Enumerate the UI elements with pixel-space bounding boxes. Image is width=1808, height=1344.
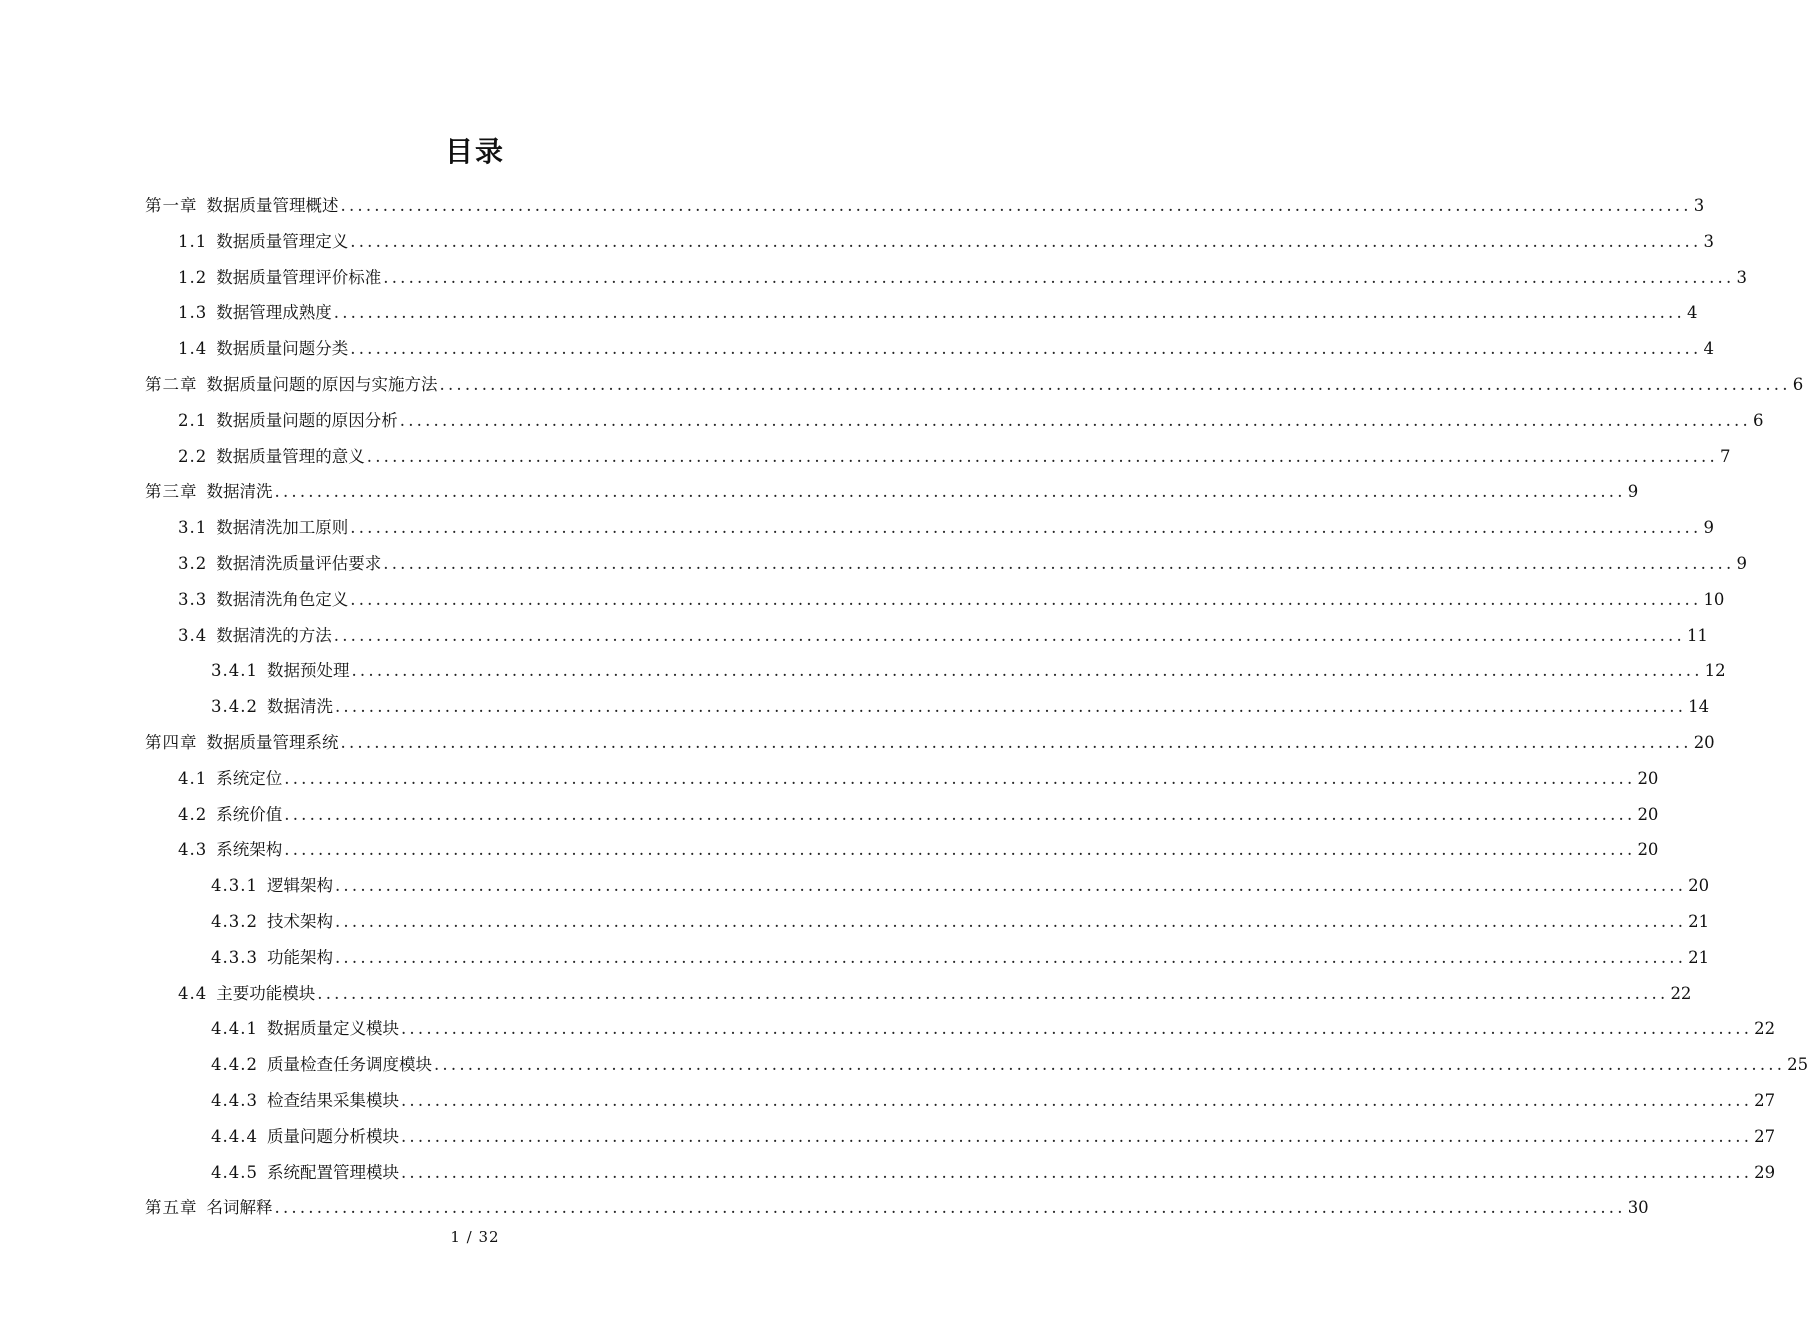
toc-entry-number: 第二章: [145, 375, 198, 394]
toc-entry[interactable]: [178, 797, 1659, 833]
toc-entry-page-number: 12: [1704, 661, 1726, 681]
toc-entry[interactable]: [211, 1011, 1776, 1047]
toc-entry-title: 质量检查任务调度模块: [266, 1055, 432, 1075]
toc-entry-number: 3.4: [178, 625, 208, 645]
toc-entry-label: [211, 689, 333, 725]
toc-entry[interactable]: [211, 1119, 1776, 1155]
dot-leader: ................................................................................................................................................................: [366, 446, 1718, 466]
dot-leader: ................................................................................................................................................................: [350, 518, 1702, 538]
toc-entry-number: 2.2: [178, 446, 208, 466]
toc-entry-page-number: 6: [1792, 375, 1804, 394]
dot-leader: ................................................................................................................................................................: [350, 589, 1702, 609]
toc-entry[interactable]: [178, 331, 1714, 367]
toc-entry[interactable]: [178, 439, 1731, 475]
dot-leader: ................................................................................................................................................................: [334, 876, 1687, 896]
toc-entry[interactable]: [211, 904, 1710, 940]
page-title: 目录: [444, 135, 505, 168]
page-footer: [0, 1228, 950, 1246]
dot-leader: ................................................................................................................................................................: [400, 1162, 1753, 1182]
toc-entry[interactable]: [211, 1155, 1776, 1191]
toc-entry-number: 4.1: [178, 768, 208, 788]
dot-leader: ................................................................................................................................................................: [433, 1055, 1786, 1075]
toc-entry-label: [178, 832, 282, 868]
toc-entry-label: [178, 224, 348, 260]
toc-entry-title: 技术架构: [266, 912, 333, 931]
toc-entry-page-number: 3: [1736, 267, 1747, 287]
toc-entry[interactable]: [178, 260, 1747, 296]
toc-entry-number: 第三章: [145, 482, 198, 502]
dot-leader: ................................................................................................................................................................: [274, 1198, 1626, 1218]
toc-entry-label: [145, 188, 339, 224]
toc-entry-page-number: 27: [1754, 1091, 1776, 1110]
toc-entry-label: [211, 1119, 399, 1155]
toc-entry-page-number: 25: [1787, 1055, 1808, 1075]
toc-entry[interactable]: [178, 546, 1747, 582]
toc-entry-page-number: 22: [1754, 1019, 1776, 1039]
toc-entry-label: [178, 260, 381, 296]
toc-entry-number: 3.1: [178, 518, 208, 538]
dot-leader: ................................................................................................................................................................: [383, 554, 1735, 573]
toc-entry[interactable]: [178, 224, 1714, 260]
toc-entry-label: [145, 474, 273, 510]
toc-entry-title: 系统架构: [216, 840, 283, 860]
toc-entry-page-number: 11: [1686, 625, 1708, 645]
toc-entry-page-number: 21: [1688, 947, 1710, 967]
toc-entry-title: 名词解释: [206, 1198, 273, 1218]
toc-entry-title: 数据质量管理评价标准: [216, 267, 382, 287]
toc-entry-title: 系统定位: [216, 768, 283, 788]
toc-entry-page-number: 4: [1703, 339, 1714, 359]
toc-entry-label: [178, 331, 348, 367]
toc-entry-title: 数据质量定义模块: [266, 1019, 399, 1039]
toc-entry-page-number: 30: [1627, 1198, 1649, 1218]
toc-entry-number: 4.3: [178, 840, 208, 860]
toc-entry[interactable]: [145, 188, 1705, 224]
dot-leader: ................................................................................................................................................................: [400, 1126, 1753, 1146]
toc-entry-title: 数据质量问题的原因分析: [216, 410, 398, 430]
dot-leader: ................................................................................................................................................................: [340, 733, 1692, 752]
toc-entry-title: 数据质量管理概述: [206, 196, 339, 215]
toc-entry-title: 数据质量问题分类: [216, 339, 349, 359]
toc-entry-number: 4.3.2: [211, 912, 258, 931]
toc-entry-page-number: 20: [1688, 876, 1710, 896]
toc-entry-number: 1.1: [178, 231, 208, 251]
toc-entry-title: 系统配置管理模块: [266, 1162, 399, 1182]
toc-entry-page-number: 20: [1693, 733, 1715, 752]
toc-entry-number: 第四章: [145, 733, 198, 752]
toc-entry-title: 逻辑架构: [266, 876, 333, 896]
toc-entry-title: 检查结果采集模块: [266, 1091, 399, 1110]
dot-leader: ................................................................................................................................................................: [284, 768, 1636, 788]
toc-entry[interactable]: [145, 367, 1804, 403]
toc-entry-number: 4.4.1: [211, 1019, 258, 1039]
dot-leader: ................................................................................................................................................................: [383, 267, 1735, 287]
toc-entry-title: 数据清洗加工原则: [216, 518, 349, 538]
toc-entry-number: 第一章: [145, 196, 198, 215]
toc-entry-label: [211, 1083, 399, 1119]
toc-entry-number: 3.2: [178, 554, 208, 573]
toc-entry-page-number: 6: [1752, 410, 1764, 430]
toc-entry-label: [178, 618, 332, 654]
toc-entry-title: 数据清洗的方法: [216, 625, 332, 645]
toc-entry-number: 4.4.4: [211, 1126, 258, 1146]
toc-entry-label: [145, 1190, 273, 1226]
toc-entry-label: [211, 1011, 399, 1047]
toc-entry-label: [211, 868, 333, 904]
toc-entry-number: 2.1: [178, 410, 208, 430]
toc-entry-page-number: 21: [1688, 912, 1710, 931]
toc-entry-number: 4.2: [178, 804, 208, 824]
toc-entry-title: 数据预处理: [266, 661, 350, 681]
toc-entry-number: 第五章: [145, 1198, 198, 1218]
toc-entry-number: 1.2: [178, 267, 208, 287]
toc-entry-label: [211, 1047, 432, 1083]
toc-entry-title: 数据质量管理定义: [216, 231, 349, 251]
toc-entry-title: 主要功能模块: [216, 983, 316, 1003]
toc-entry-label: [145, 725, 339, 761]
toc-entry[interactable]: [211, 1083, 1776, 1119]
toc-entry-label: [178, 403, 398, 439]
toc-entry-number: 4.3.1: [211, 876, 258, 896]
toc-entry-label: [178, 295, 332, 331]
toc-entry-number: 4.3.3: [211, 947, 258, 967]
toc-entry-title: 数据清洗: [266, 697, 333, 717]
toc-entry-label: [178, 546, 381, 582]
toc-entry-label: [178, 439, 365, 475]
toc-entry-page-number: 9: [1736, 554, 1747, 573]
toc-entry[interactable]: [211, 689, 1710, 725]
toc-entry-number: 4.4.2: [211, 1055, 258, 1075]
toc-entry-label: [211, 904, 333, 940]
toc-entry-label: [178, 761, 282, 797]
toc-entry-title: 数据质量管理的意义: [216, 446, 365, 466]
toc-entry-label: [211, 1155, 399, 1191]
toc-entry-page-number: 14: [1688, 697, 1710, 717]
toc-entry-page-number: 20: [1637, 804, 1659, 824]
toc-entry-title: 数据管理成熟度: [216, 303, 332, 323]
page-indicator: 1 / 32: [450, 1228, 500, 1246]
toc-entry[interactable]: [178, 403, 1764, 439]
dot-leader: ................................................................................................................................................................: [274, 482, 1626, 502]
toc-entry-number: 1.4: [178, 339, 208, 359]
toc-entry-number: 4.4.3: [211, 1091, 258, 1110]
dot-leader: ................................................................................................................................................................: [399, 410, 1751, 430]
toc-entry[interactable]: [211, 653, 1726, 689]
toc-entry-number: 1.3: [178, 303, 208, 323]
toc-entry-number: 4.4: [178, 983, 208, 1003]
toc-entry-page-number: 20: [1637, 840, 1659, 860]
toc-entry[interactable]: [178, 832, 1659, 868]
toc-entry-page-number: 27: [1754, 1126, 1776, 1146]
toc-entry-number: 3.3: [178, 589, 208, 609]
dot-leader: ................................................................................................................................................................: [334, 947, 1687, 967]
toc-entry-label: [178, 976, 315, 1012]
dot-leader: ................................................................................................................................................................: [340, 196, 1692, 215]
toc-entry-number: 3.4.1: [211, 661, 258, 681]
toc-entry[interactable]: [145, 1190, 1649, 1226]
toc-entry[interactable]: [178, 295, 1698, 331]
dot-leader: ................................................................................................................................................................: [350, 339, 1702, 359]
toc-entry-title: 功能架构: [266, 947, 333, 967]
toc-entry-page-number: 9: [1703, 518, 1714, 538]
toc-entry-title: 数据清洗: [206, 482, 273, 502]
toc-entry[interactable]: [145, 474, 1639, 510]
toc-entry[interactable]: [211, 940, 1710, 976]
dot-leader: ................................................................................................................................................................: [439, 375, 1791, 394]
toc-entry-title: 数据清洗质量评估要求: [216, 554, 382, 573]
toc-entry-page-number: 10: [1703, 589, 1725, 609]
toc-entry-title: 数据质量问题的原因与实施方法: [206, 375, 438, 394]
dot-leader: ................................................................................................................................................................: [334, 697, 1687, 717]
toc-entry-label: [178, 510, 348, 546]
dot-leader: ................................................................................................................................................................: [333, 625, 1685, 645]
toc-entry-page-number: 3: [1693, 196, 1705, 215]
toc-entry-number: 3.4.2: [211, 697, 258, 717]
toc-entry[interactable]: [211, 1047, 1808, 1083]
dot-leader: ................................................................................................................................................................: [351, 661, 1703, 681]
toc-entry-label: [178, 582, 348, 618]
toc-entry[interactable]: [178, 618, 1708, 654]
toc-entry-page-number: 20: [1637, 768, 1659, 788]
toc-entry-number: 4.4.5: [211, 1162, 258, 1182]
toc-entry-page-number: 22: [1670, 983, 1692, 1003]
dot-leader: ................................................................................................................................................................: [400, 1019, 1753, 1039]
toc-entry-label: [211, 940, 333, 976]
dot-leader: ................................................................................................................................................................: [333, 303, 1685, 323]
dot-leader: ................................................................................................................................................................: [334, 912, 1687, 931]
toc-entry-label: [178, 797, 282, 833]
toc-entry-page-number: 29: [1754, 1162, 1776, 1182]
dot-leader: ................................................................................................................................................................: [284, 804, 1636, 824]
toc-entry[interactable]: [178, 510, 1714, 546]
toc-entry[interactable]: [178, 976, 1692, 1012]
toc-entry[interactable]: [178, 582, 1725, 618]
toc-entry[interactable]: [211, 868, 1710, 904]
toc-entry-label: [211, 653, 349, 689]
toc-entry-title: 系统价值: [216, 804, 283, 824]
toc-entry-page-number: 7: [1719, 446, 1731, 466]
dot-leader: ................................................................................................................................................................: [317, 983, 1669, 1003]
toc-entry-title: 数据质量管理系统: [206, 733, 339, 752]
toc-entry-title: 数据清洗角色定义: [216, 589, 349, 609]
toc-entry-page-number: 9: [1627, 482, 1639, 502]
dot-leader: ................................................................................................................................................................: [350, 231, 1702, 251]
toc-entry[interactable]: [145, 725, 1715, 761]
dot-leader: ................................................................................................................................................................: [284, 840, 1636, 860]
dot-leader: ................................................................................................................................................................: [400, 1091, 1753, 1110]
toc-entry[interactable]: [178, 761, 1659, 797]
toc-entry-title: 质量问题分析模块: [266, 1126, 399, 1146]
toc-entry-page-number: 3: [1703, 231, 1714, 251]
toc-entry-page-number: 4: [1686, 303, 1698, 323]
toc-entry-label: [145, 367, 438, 403]
